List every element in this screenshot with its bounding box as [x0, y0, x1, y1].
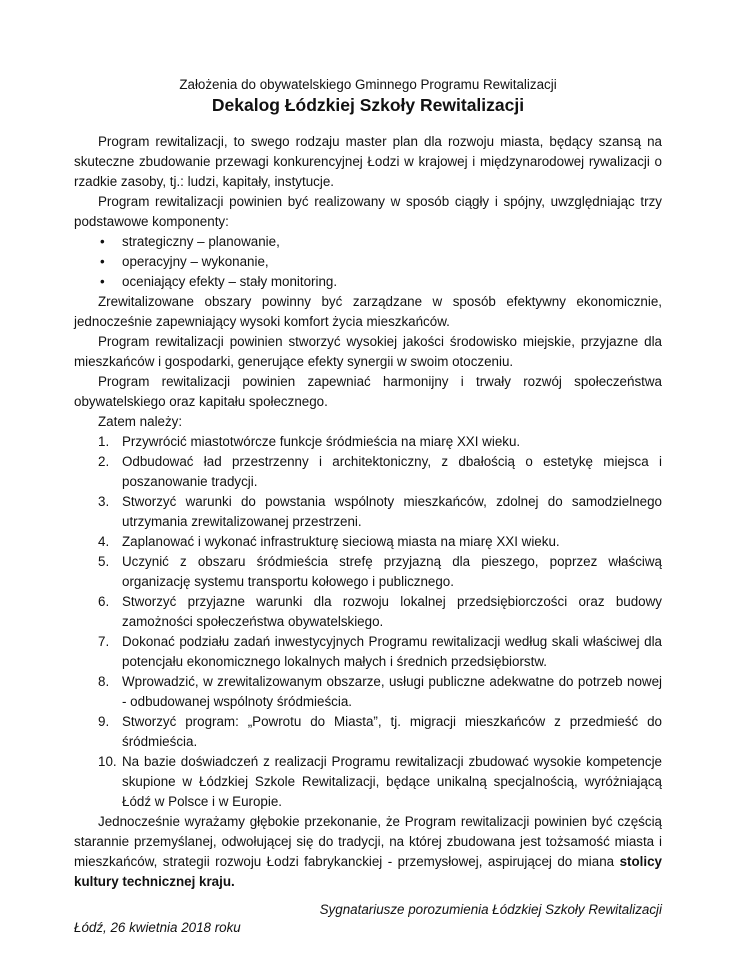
item-number: 2.: [98, 454, 110, 469]
list-item: [74, 672, 662, 712]
item-text: Na bazie doświadczeń z realizacji Programu rewitalizacji zbudować wysokie kompetencje skupione w Łódzkiej Szkole Rewitalizacji, będące unikalną specjalnością, wyróżniającą Łódź w Polsce i w Europie.: [122, 754, 662, 809]
list-item: [74, 252, 662, 272]
bullet-icon: •: [100, 274, 105, 289]
item-text: Stworzyć warunki do powstania wspólnoty mieszkańców, zdolnej do samodzielnego utrzymania zrewitalizowanej przestrzeni.: [122, 494, 662, 529]
closing-emphasis: stolicy kultury technicznej kraju.: [74, 854, 662, 889]
components-list: [74, 232, 662, 292]
bullet-text: operacyjny – wykonanie,: [122, 254, 269, 269]
signature-line: Sygnatariusze porozumienia Łódzkiej Szkoły Rewitalizacji: [319, 902, 662, 917]
list-item: [74, 432, 662, 452]
list-item: [74, 452, 662, 492]
bullet-text: strategiczny – planowanie,: [122, 234, 280, 249]
list-item: [74, 752, 662, 812]
item-number: 8.: [98, 674, 110, 689]
list-item: [74, 492, 662, 532]
item-number: 6.: [98, 594, 110, 609]
item-text: Stworzyć przyjazne warunki dla rozwoju lokalnej przedsiębiorczości oraz budowy zamożności społeczeństwa obywatelskiego.: [122, 594, 662, 629]
item-text: Dokonać podziału zadań inwestycyjnych Programu rewitalizacji według skali właściwej dla potencjału ekonomicznego lokalnych małych i średnich przedsiębiorstw.: [122, 634, 662, 669]
item-number: 5.: [98, 554, 110, 569]
item-text: Przywrócić miastotwórcze funkcje śródmieścia na miarę XXI wieku.: [122, 434, 521, 449]
bullet-icon: •: [100, 234, 105, 249]
item-number: 7.: [98, 634, 110, 649]
item-number: 3.: [98, 494, 110, 509]
item-number: 1.: [98, 434, 110, 449]
item-text: Uczynić z obszaru śródmieścia strefę przyjazną dla pieszego, poprzez właściwą organizację systemu transportu kołowego i publicznego.: [122, 554, 662, 589]
intro-paragraph-1: Program rewitalizacji, to swego rodzaju master plan dla rozwoju miasta, będący szansą na skuteczne zbudowanie przewagi konkurencyjnej Łodzi w krajowej i międzynarodowej rywalizacji o rzadkie zasoby, tj.: ludzi, kapitały, instytucje.: [74, 134, 662, 189]
paragraph-5: Program rewitalizacji powinien zapewniać harmonijny i trwały rozwój społeczeństwa obywatelskiego oraz kapitału społecznego.: [74, 374, 662, 409]
list-item: [74, 532, 662, 552]
list-item: [74, 552, 662, 592]
list-item: [74, 712, 662, 752]
decalogue-list: [74, 432, 662, 812]
item-text: Wprowadzić, w zrewitalizowanym obszarze, usługi publiczne adekwatne do potrzeb nowej - odbudowanej wspólnoty śródmieścia.: [122, 674, 662, 709]
item-number: 9.: [98, 714, 110, 729]
bullet-icon: •: [100, 254, 105, 269]
item-number: 4.: [98, 534, 110, 549]
bullet-text: oceniający efekty – stały monitoring.: [122, 274, 338, 289]
closing-text: Jednocześnie wyrażamy głębokie przekonanie, że Program rewitalizacji powinien być częścią starannie przemyślanej, odwołującej się do tradycji, na której zbudowana jest tożsamość miasta i mieszkańców, strategii rozwoju Łodzi fabrykanckiej - przemysłowej, aspirującej do miana: [74, 814, 662, 869]
closing-paragraph: [74, 812, 662, 892]
item-number: 10.: [98, 754, 117, 769]
list-item: [74, 232, 662, 252]
document-title: Dekalog Łódzkiej Szkoły Rewitalizacji: [211, 95, 525, 115]
document-date: Łódź, 26 kwietnia 2018 roku: [74, 920, 241, 935]
document-subtitle: Założenia do obywatelskiego Gminnego Programu Rewitalizacji: [179, 77, 557, 92]
item-text: Zaplanować i wykonać infrastrukturę sieciową miasta na miarę XXI wieku.: [122, 534, 560, 549]
list-item: [74, 272, 662, 292]
document-body: [74, 76, 662, 920]
item-text: Odbudować ład przestrzenny i architektoniczny, z dbałością o estetykę miejsca i poszanowanie tradycji.: [122, 454, 662, 489]
intro-paragraph-2: Program rewitalizacji powinien być realizowany w sposób ciągły i spójny, uwzględniając trzy podstawowe komponenty:: [74, 194, 662, 229]
paragraph-4: Program rewitalizacji powinien stworzyć wysokiej jakości środowisko miejskie, przyjazne dla mieszkańców i gospodarki, generujące efekty synergii w swoim otoczeniu.: [74, 334, 662, 369]
list-item: [74, 632, 662, 672]
item-text: Stworzyć program: „Powrotu do Miasta”, tj. migracji mieszkańców z przedmieść do śródmieścia.: [122, 714, 662, 749]
list-item: [74, 592, 662, 632]
paragraph-3: Zrewitalizowane obszary powinny być zarządzane w sposób efektywny ekonomicznie, jednocześnie zapewniający wysoki komfort życia mieszkańców.: [74, 294, 662, 329]
lead-in: Zatem należy:: [98, 414, 183, 429]
